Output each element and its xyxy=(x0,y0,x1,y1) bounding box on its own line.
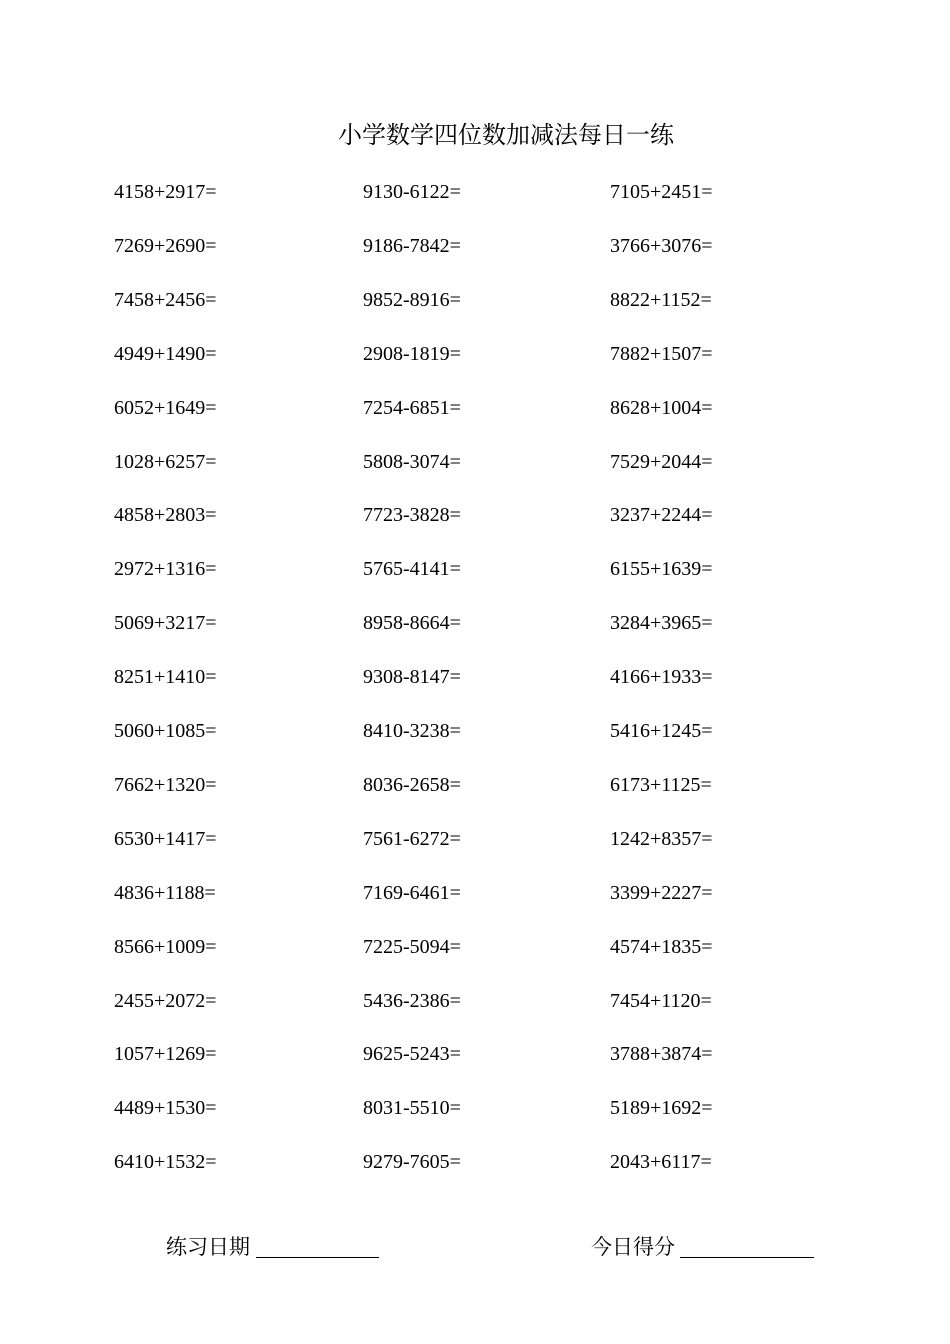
problem-item: 5436-2386= xyxy=(363,989,461,1012)
problem-item: 4949+1490= xyxy=(114,342,217,365)
problem-item: 6052+1649= xyxy=(114,396,217,419)
problem-item: 8410-3238= xyxy=(363,720,461,742)
problem-item: 4166+1933= xyxy=(610,666,713,689)
problem-item: 8822+1152= xyxy=(610,288,712,311)
problem-item: 2908-1819= xyxy=(363,342,461,365)
practice-date-blank[interactable] xyxy=(256,1257,379,1258)
problem-item: 7458+2456= xyxy=(114,288,217,311)
today-score-blank[interactable] xyxy=(680,1257,814,1258)
problem-item: 7561-6272= xyxy=(363,827,461,850)
problem-item: 2043+6117= xyxy=(610,1151,712,1174)
problem-item: 1057+1269= xyxy=(114,1043,217,1066)
problem-item: 9852-8916= xyxy=(363,288,461,311)
today-score-label: 今日得分 xyxy=(591,1235,675,1259)
problem-item: 8251+1410= xyxy=(114,666,217,689)
problem-item: 6155+1639= xyxy=(610,558,713,581)
problem-item: 2972+1316= xyxy=(114,558,217,581)
problem-item: 7454+1120= xyxy=(610,989,712,1012)
problem-item: 5808-3074= xyxy=(363,450,461,473)
practice-date-label: 练习日期 xyxy=(166,1235,250,1259)
problem-item: 8566+1009= xyxy=(114,935,217,958)
problem-item: 4158+2917= xyxy=(114,181,217,203)
problem-item: 5765-4141= xyxy=(363,558,461,581)
problem-item: 6410+1532= xyxy=(114,1151,217,1174)
problem-item: 8031-5510= xyxy=(363,1097,461,1120)
problem-item: 4574+1835= xyxy=(610,935,713,958)
problem-item: 9186-7842= xyxy=(363,234,461,257)
problem-item: 3237+2244= xyxy=(610,504,713,527)
problem-item: 8036-2658= xyxy=(363,773,461,796)
problem-item: 9279-7605= xyxy=(363,1151,461,1174)
problem-item: 7723-3828= xyxy=(363,504,461,527)
problem-item: 4858+2803= xyxy=(114,504,217,527)
problem-item: 5416+1245= xyxy=(610,720,713,742)
problem-item: 5060+1085= xyxy=(114,720,217,742)
worksheet-title: 小学数学四位数加减法每日一练 xyxy=(338,121,674,149)
problem-item: 9130-6122= xyxy=(363,181,461,203)
problem-item: 7269+2690= xyxy=(114,234,217,257)
problem-item: 8628+1004= xyxy=(610,396,713,419)
problem-item: 5069+3217= xyxy=(114,612,217,635)
problem-item: 5189+1692= xyxy=(610,1097,713,1120)
problem-item: 7169-6461= xyxy=(363,881,461,904)
problem-item: 1028+6257= xyxy=(114,450,217,473)
problem-item: 3399+2227= xyxy=(610,881,713,904)
problem-item: 7882+1507= xyxy=(610,342,713,365)
problem-item: 7105+2451= xyxy=(610,181,713,203)
problem-item: 3766+3076= xyxy=(610,234,713,257)
problem-item: 6173+1125= xyxy=(610,773,712,796)
problem-item: 7662+1320= xyxy=(114,773,217,796)
problem-item: 8958-8664= xyxy=(363,612,461,635)
problem-item: 9625-5243= xyxy=(363,1043,461,1066)
problem-item: 3788+3874= xyxy=(610,1043,713,1066)
problem-item: 1242+8357= xyxy=(610,827,713,850)
problem-item: 7529+2044= xyxy=(610,450,713,473)
problem-item: 7254-6851= xyxy=(363,396,461,419)
problem-item: 9308-8147= xyxy=(363,666,461,689)
problem-item: 3284+3965= xyxy=(610,612,713,635)
problem-item: 7225-5094= xyxy=(363,935,461,958)
problem-item: 2455+2072= xyxy=(114,989,217,1012)
problem-item: 4489+1530= xyxy=(114,1097,217,1120)
problem-item: 6530+1417= xyxy=(114,827,217,850)
problem-item: 4836+1188= xyxy=(114,881,216,904)
